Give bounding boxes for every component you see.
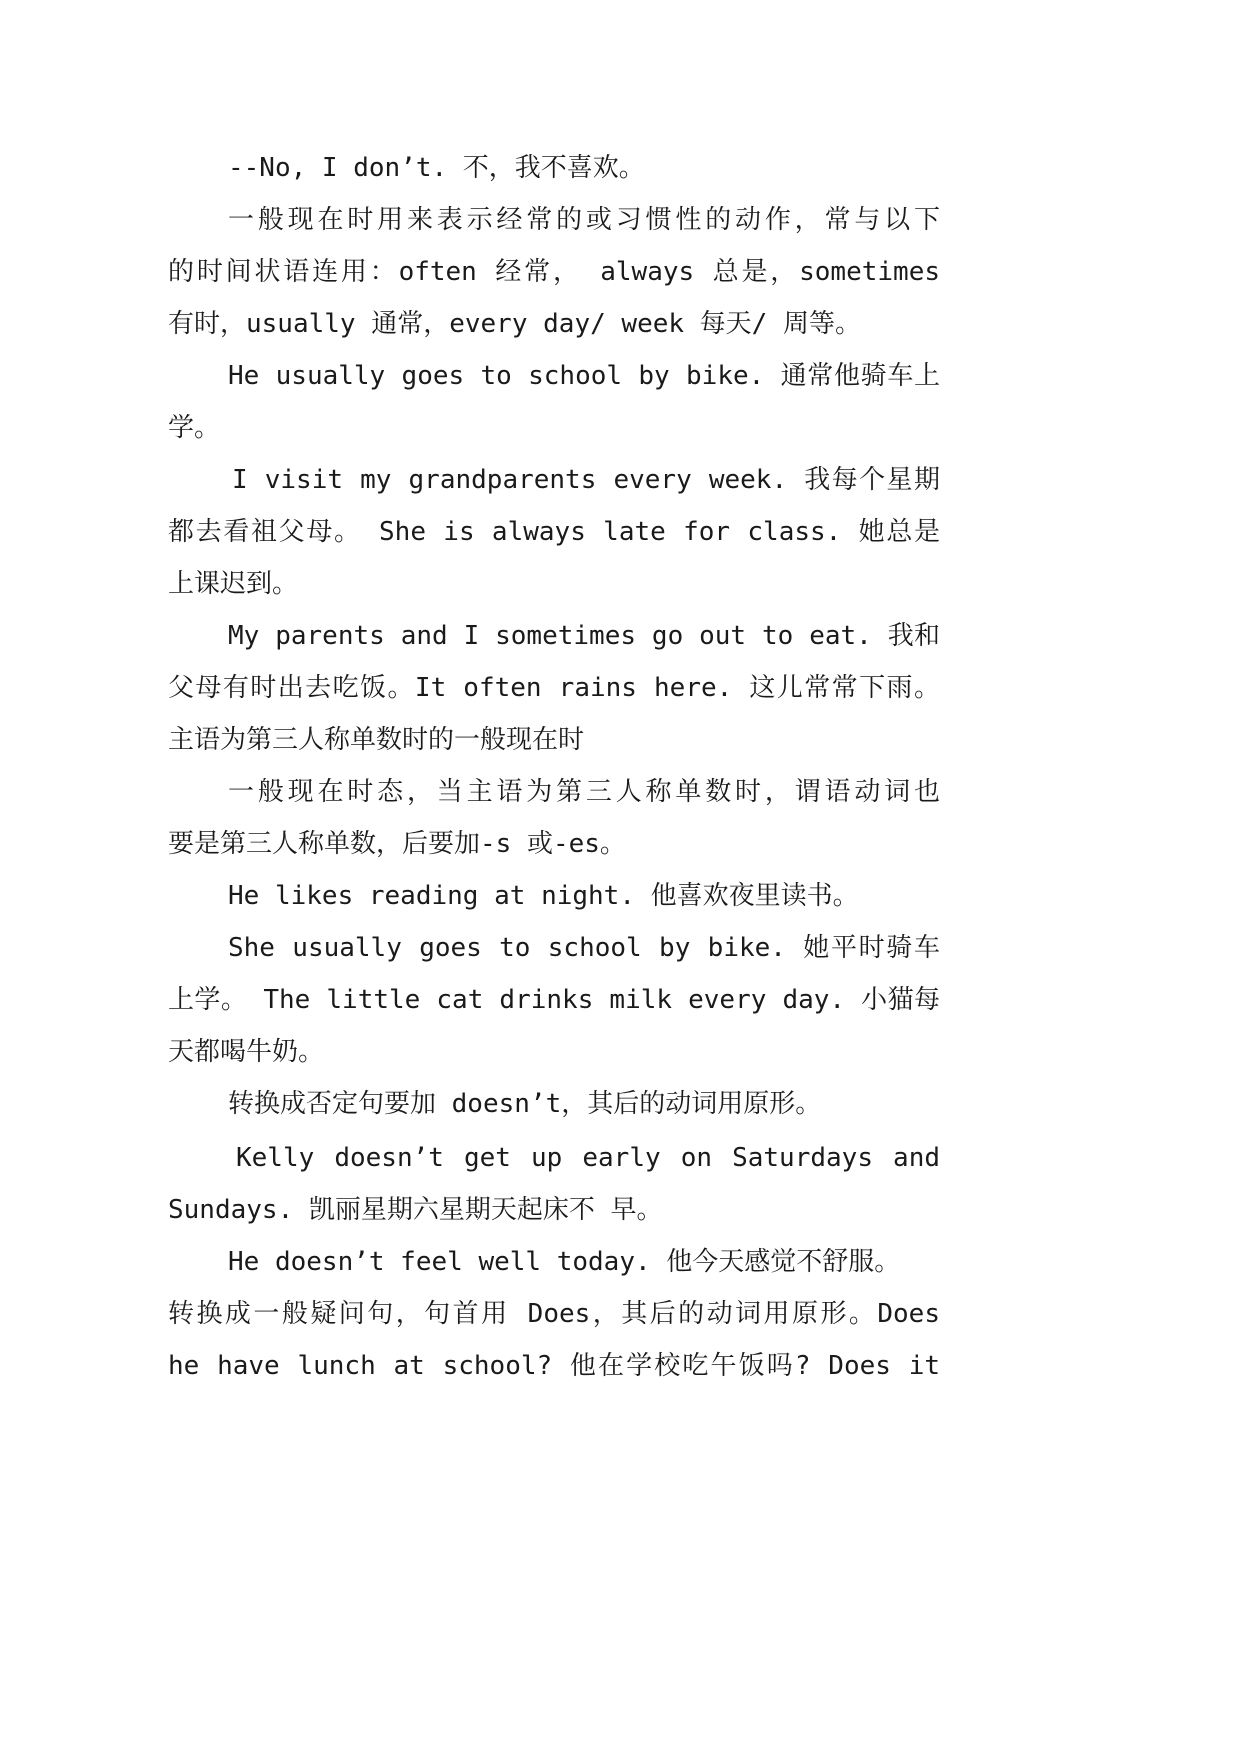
text-line: My parents and I sometimes go out to eat. 我和 (228, 621, 940, 651)
text-line: 转换成否定句要加 doesn’t，其后的动词用原形。 (228, 1089, 822, 1119)
text-line: 一般现在时态，当主语为第三人称单数时，谓语动词也 (228, 777, 940, 807)
text-line: 转换成一般疑问句，句首用 Does，其后的动词用原形。Does (168, 1299, 940, 1329)
text-line: He likes reading at night. 他喜欢夜里读书。 (228, 881, 859, 911)
text-line: he have lunch at school? 他在学校吃午饭吗? Does it (168, 1351, 940, 1381)
text-line: 要是第三人称单数，后要加-s 或-es。 (168, 829, 626, 859)
text-line: He usually goes to school by bike. 通常他骑车上 (228, 361, 940, 391)
text-line: I visit my grandparents every week. 我每个星期 (232, 465, 940, 495)
text-line: 都去看祖父母。 She is always late for class. 她总是 (168, 517, 940, 547)
text-line: 一般现在时用来表示经常的或习惯性的动作，常与以下 (228, 205, 940, 235)
text-line: Sundays. 凯丽星期六星期天起床不 早。 (168, 1195, 663, 1225)
text-line: 主语为第三人称单数时的一般现在时 (168, 725, 585, 755)
text-line: 学。 (168, 413, 221, 443)
text-line: 上学。 The little cat drinks milk every day. 小猫每 (168, 985, 940, 1015)
text-line: --No, I don’t. 不，我不喜欢。 (228, 153, 645, 183)
text-line: She usually goes to school by bike. 她平时骑车 (228, 933, 940, 963)
text-line: 上课迟到。 (168, 569, 299, 599)
text-line: Kelly doesn’t get up early on Saturdays and (236, 1143, 940, 1173)
text-line: He doesn’t feel well today. 他今天感觉不舒服。 (228, 1247, 901, 1277)
text-line: 有时，usually 通常，every day/ week 每天/ 周等。 (168, 309, 861, 339)
text-line: 天都喝牛奶。 (168, 1037, 325, 1067)
text-line: 父母有时出去吃饭。It often rains here. 这儿常常下雨。 (168, 673, 940, 703)
text-line: 的时间状语连用：often 经常， always 总是，sometimes (168, 257, 940, 287)
